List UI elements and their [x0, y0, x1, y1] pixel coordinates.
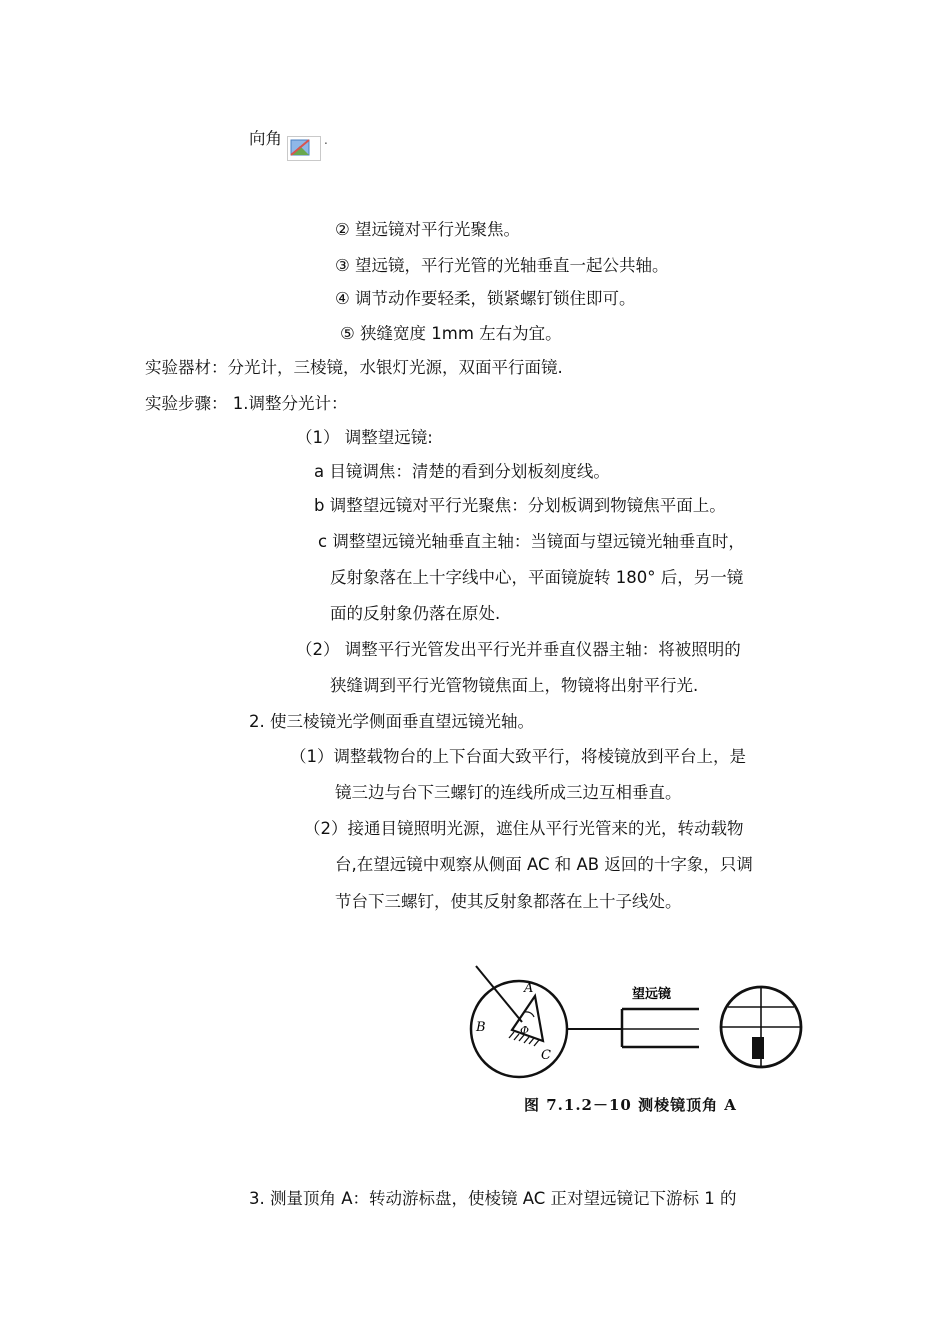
text-line: 反射象落在上十字线中心，平面镜旋转 180° 后，另一镜 — [330, 568, 744, 587]
text-line: 面的反射象仍落在原处. — [330, 604, 501, 623]
text-line: 2. 使三棱镜光学侧面垂直望远镜光轴。 — [249, 712, 534, 731]
text-line: 狭缝调到平行光管物镜焦面上，物镜将出射平行光. — [330, 676, 699, 695]
text-line: 镜三边与台下三螺钉的连线所成三边互相垂直。 — [335, 783, 682, 802]
text-line: b 调整望远镜对平行光聚焦：分划板调到物镜焦平面上。 — [314, 496, 726, 515]
text-line: 实验步骤： 1.调整分光计： — [145, 394, 348, 413]
reticle-marker — [752, 1037, 764, 1059]
label-telescope: 望远镜 — [632, 987, 672, 1002]
text-line: （1）调整载物台的上下台面大致平行，将棱镜放到平台上，是 — [290, 747, 746, 766]
text-line: 节台下三螺钉，使其反射象都落在上十子线处。 — [335, 892, 682, 911]
incident-ray — [476, 966, 522, 1022]
label-b: B — [476, 1020, 486, 1035]
text-line: 实验器材：分光计，三棱镜，水银灯光源，双面平行面镜. — [145, 358, 563, 377]
text-line: ③ 望远镜，平行光管的光轴垂直一起公共轴。 — [335, 256, 669, 275]
broken-image-icon — [287, 136, 321, 161]
label-a: A — [524, 981, 534, 996]
text-line: ⑤ 狭缝宽度 1mm 左右为宜。 — [340, 324, 562, 343]
text-period: . — [324, 133, 328, 147]
text-line: ④ 调节动作要轻柔，锁紧螺钉锁住即可。 — [335, 289, 636, 308]
text-line: （1） 调整望远镜: — [296, 428, 433, 447]
text-line: 台,在望远镜中观察从侧面 AC 和 AB 返回的十字象，只调 — [335, 855, 753, 874]
text-line: 向角 — [249, 129, 282, 148]
label-c: C — [541, 1048, 551, 1063]
text-line: a 目镜调焦：清楚的看到分划板刻度线。 — [314, 462, 610, 481]
text-line: （2）接通目镜照明光源，遮住从平行光管来的光，转动载物 — [304, 819, 744, 838]
text-line: c 调整望远镜光轴垂直主轴：当镜面与望远镜光轴垂直时， — [318, 532, 745, 551]
angle-arc — [525, 1012, 534, 1017]
text-line: （2） 调整平行光管发出平行光并垂直仪器主轴：将被照明的 — [296, 640, 741, 659]
text-line: ② 望远镜对平行光聚焦。 — [335, 220, 521, 239]
figure-caption: 图 7.1.2－10 测棱镜顶角 A — [524, 1096, 737, 1114]
label-phi: Φ — [520, 1024, 530, 1037]
text-line: 3. 测量顶角 A：转动游标盘，使棱镜 AC 正对望远镜记下游标 1 的 — [249, 1189, 737, 1208]
